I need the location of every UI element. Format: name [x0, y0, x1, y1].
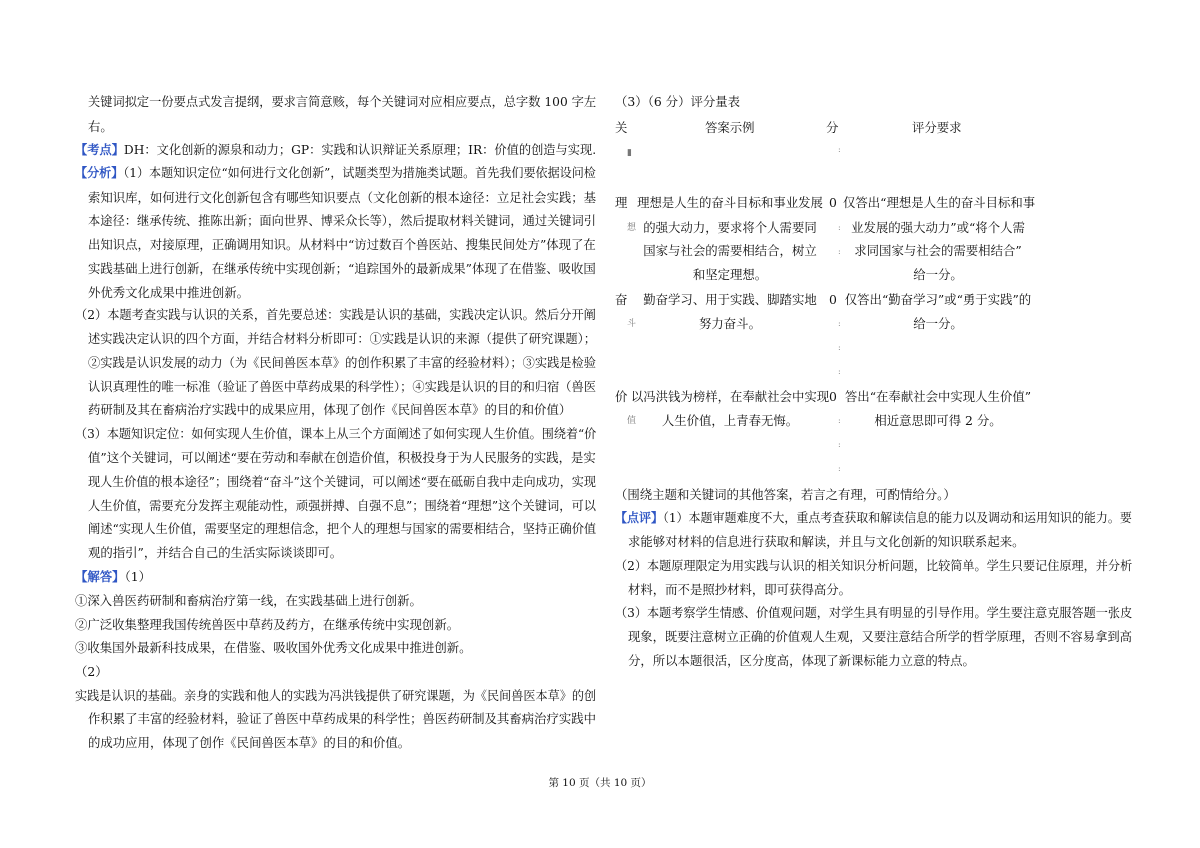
p2-line-5: 药研制及其在畜病治疗实践中的成果应用，体现了创作《民间兽医本草》的目的和价值） — [88, 402, 572, 417]
answer-line: 勤奋学习、用于实践、脚踏实地 — [643, 292, 817, 307]
row-key: 理 — [615, 195, 628, 210]
row-score: 0 — [829, 195, 837, 210]
answer-line-5: 实践是认识的基础。亲身的实践和他人的实践为冯洪钱提供了研究课题，为《民间兽医本草》的创 — [75, 688, 597, 703]
answer-line: 国家与社会的需要相结合，树立 — [643, 243, 817, 258]
p3-line-3: 现人生价值的根本途径”；围绕着“奋斗”这个关键词，可以阐述“要在砥砺自我中走向成功，实现 — [88, 474, 596, 489]
p3-line-5: 阐述“实现人生价值，需要坚定的理想信念，把个人的理想与国家的需要相结合，坚持正确价值 — [88, 521, 597, 536]
answer-line-4: （2） — [75, 664, 108, 679]
answer-line: 的强大动力，要求将个人需要同 — [643, 220, 817, 235]
fenxi-line-6: 外优秀文化成果中推进创新。 — [88, 285, 250, 300]
dp2-line-1: （2）本题原理限定为用实践与认识的相关知识分析问题，比较简单。学生只要记住原理，并分析 — [615, 558, 1133, 573]
answer-line-7: 的成功应用，体现了创作《民间兽医本草》的目的和价值。 — [88, 735, 411, 750]
dianping-line-2: 求能够对材料的信息进行获取和解读，并且与文化创新的知识联系起来。 — [628, 534, 1025, 549]
dp3-line-3: 分，所以本题很活，区分度高，体现了新课标能力立意的特点。 — [628, 653, 975, 668]
fenxi-line-3: 本途径：继承传统、推陈出新；面向世界、博采众长等），然后提取材料关键词，通过关键词引 — [88, 213, 597, 228]
row-score: 0 — [829, 292, 837, 307]
rubric-heading: （3）（6 分）评分量表 — [615, 94, 741, 109]
fenxi-line-2: 索知识库，如何进行文化创新包含有哪些知识要点（文化创新的根本途径：立足社会实践；基 — [88, 190, 597, 205]
kaodian-section — [75, 142, 596, 158]
requirement-line: 业发展的强大动力”或“将个人需 — [851, 220, 1025, 235]
row-key: 奋 — [615, 292, 628, 307]
answer-line-2: ②广泛收集整理我国传统兽医中草药及药方，在继承传统中实现创新。 — [75, 617, 460, 632]
rubric-note: （围绕主题和关键词的其他答案，若言之有理，可酌情给分。） — [615, 487, 956, 502]
p2-line-1: （2）本题考查实践与认识的关系，首先要总述：实践是认识的基础，实践决定认识。然后分开阐 — [75, 307, 596, 322]
p2-line-4: 认识真理性的唯一标准（验证了兽医中草药成果的科学性）；④实践是认识的目的和归宿（兽医 — [88, 379, 597, 394]
p3-line-4: 人生价值，需要充分发挥主观能动性，顽强拼搏、自强不息”；围绕着“理想”这个关键词，可以 — [88, 498, 596, 513]
requirement-line: 仅答出“勤奋学习”或“勇于实践”的 — [844, 292, 1032, 307]
requirement-line: 给一分。 — [913, 267, 963, 282]
table-header-score: 分 — [826, 120, 839, 135]
dp3-line-1: （3）本题考察学生情感、价值观问题，对学生具有明显的引导作用。学生要注意克服答题一张皮 — [615, 605, 1133, 620]
kaodian-text: DH：文化创新的源泉和动力；GP：实践和认识辩证关系原理；IR：价值的创造与实现. — [123, 142, 597, 157]
requirement-line: 相近意思即可得 2 分。 — [874, 413, 1002, 428]
fenxi-tag: 【分析】 — [75, 165, 124, 180]
requirement-line: 求同国家与社会的需要相结合” — [854, 243, 1022, 258]
dp3-line-2: 现象，既要注意树立正确的价值观人生观，又要注意结合所学的哲学原理，否则不容易拿到高 — [628, 629, 1132, 644]
jieda-text: （1） — [124, 569, 152, 584]
table-header-key: 关 — [615, 120, 628, 135]
dp2-line-2: 材料，而不是照抄材料，即可获得高分。 — [628, 582, 852, 597]
answer-line-6: 作积累了丰富的经验材料，验证了兽医中草药成果的科学性；兽医药研制及其畜病治疗实践中 — [88, 711, 597, 726]
intro-line-2: 右。 — [88, 119, 113, 134]
dianping-line-1: （1）本题审题难度不大，重点考查获取和解读信息的能力以及调动和运用知识的能力。要 — [662, 510, 1132, 525]
fenxi-line-1: （1）本题知识定位“如何进行文化创新”，试题类型为措施类试题。首先我们要依据设问检 — [123, 165, 596, 180]
fenxi-section — [75, 165, 596, 181]
requirement-line: 给一分。 — [913, 316, 963, 331]
answer-line: 理想是人生的奋斗目标和事业发展 — [637, 195, 823, 210]
table-header-requirement: 评分要求 — [912, 120, 962, 135]
p3-line-6: 观的指引”，并结合自己的生活实际谈谈即可。 — [88, 545, 343, 560]
dianping-section — [615, 510, 1132, 526]
fenxi-line-5: 实践基础上进行创新，在继承传统中实现创新；“追踪国外的最新成果”体现了在借鉴、吸收国 — [88, 261, 596, 276]
p3-line-2: 值”这个关键词，可以阐述“要在劳动和奉献在创造价值，积极投身于为人民服务的实践，是实 — [88, 450, 596, 465]
jieda-section — [75, 569, 151, 585]
row-key-cut: 斗 — [627, 319, 637, 329]
answer-line-3: ③收集国外最新科技成果，在借鉴、吸收国外优秀文化成果中推进创新。 — [75, 640, 472, 655]
requirement-line: 答出“在奉献社会中实现人生价值” — [844, 389, 1032, 404]
table-header-answer: 答案示例 — [705, 120, 755, 135]
requirement-line: 仅答出“理想是人生的奋斗目标和事 — [843, 195, 1036, 210]
row-key: 价 — [615, 389, 628, 404]
answer-line: 以冯洪钱为榜样，在奉献社会中实现 — [630, 389, 830, 404]
intro-line-1: 关键词拟定一份要点式发言提纲，要求言简意赅，每个关键词对应相应要点，总字数 100 字左 — [88, 94, 597, 109]
jieda-tag: 【解答】 — [75, 569, 125, 584]
page-footer: 第 10 页（共 10 页） — [548, 777, 652, 789]
answer-line: 和坚定理想。 — [692, 267, 768, 282]
answer-line: 人生价值，上青春无悔。 — [661, 413, 799, 428]
answer-line-1: ①深入兽医药研制和畜病治疗第一线，在实践基础上进行创新。 — [75, 593, 422, 608]
dianping-tag: 【点评】 — [615, 510, 663, 525]
row-key-cut: 想 — [627, 223, 637, 233]
p2-line-2: 述实践决定认识的四个方面，并结合材料分析即可：①实践是认识的来源（提供了研究课题）； — [88, 331, 597, 346]
fenxi-line-4: 出知识点，对接原理，正确调用知识。从材料中“访过数百个兽医站、搜集民间处方”体现了在 — [88, 237, 596, 252]
kaodian-tag: 【考点】 — [75, 142, 124, 157]
answer-line: 努力奋斗。 — [699, 316, 761, 331]
p3-line-1: （3）本题知识定位：如何实现人生价值，课本上从三个方面阐述了如何实现人生价值。围绕着“价 — [75, 426, 597, 441]
row-key-cut: 值 — [627, 416, 637, 426]
row-score: 0 — [829, 389, 837, 404]
p2-line-3: ②实践是认识发展的动力（为《民间兽医本草》的创作积累了丰富的经验材料）；③实践是检验 — [88, 355, 597, 370]
